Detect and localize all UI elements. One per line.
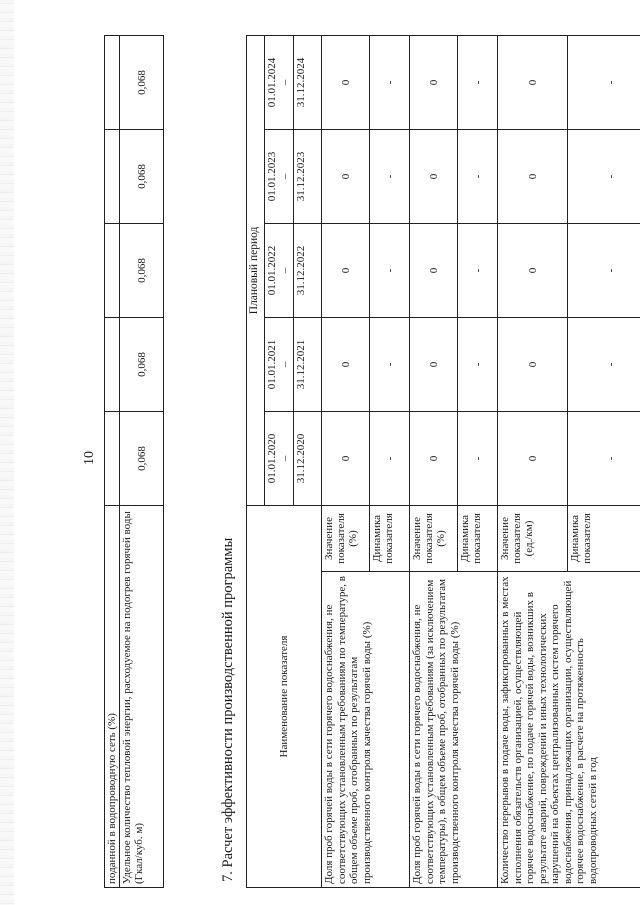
cell-value: 0 bbox=[322, 223, 370, 317]
cell-value: 0 bbox=[410, 223, 458, 317]
period-to: 31.12.2022 bbox=[294, 223, 322, 317]
cell-value: 0 bbox=[498, 223, 568, 317]
cell-dynamics: - bbox=[370, 35, 410, 129]
cell-value: 0,068 bbox=[120, 36, 164, 130]
cell-dynamics: - bbox=[370, 317, 410, 411]
indicator-name: Доля проб горячей воды в сети горячего водоснабжения, не соответствующих установленным требованиям (за исключением температуры), в общем объеме проб, отобранных по результатам производственного контроля качества горячей воды (%) bbox=[410, 572, 498, 888]
value-label: Значение показателя (ед./км) bbox=[498, 505, 568, 571]
cell-dynamics: - bbox=[458, 129, 498, 223]
row-label: Удельное количество тепловой энергии, расходуемое на подогрев горячей воды (Гкал/куб. м) bbox=[120, 506, 164, 888]
cell-value: 0 bbox=[498, 129, 568, 223]
cell-value: 0 bbox=[322, 35, 370, 129]
indicator-name: Доля проб горячей воды в сети горячего водоснабжения, не соответствующих установленным требованиям по температуре, в общем объеме проб, отобранных по результатам производственного контроля качества горячей воды (%) bbox=[322, 572, 410, 888]
cell-dynamics: - bbox=[458, 317, 498, 411]
cell-dynamics: - bbox=[568, 317, 640, 411]
period-from: 01.01.2020 – bbox=[265, 411, 294, 505]
section-title: 7. Расчет эффективности производственной программы bbox=[220, 537, 236, 882]
period-from: 01.01.2021 – bbox=[265, 317, 294, 411]
cell-value: 0 bbox=[498, 317, 568, 411]
cell-value: 0 bbox=[410, 35, 458, 129]
cell bbox=[105, 318, 120, 412]
cell-value: 0,068 bbox=[120, 130, 164, 224]
indicator-name: Количество перерывов в подаче воды, зафиксированных в местах исполнения обязательств организацией, осуществляющей горячее водоснабжение, по подаче горячей воды, возникших в результате аварий, повреждений и иных технологических нарушений на объектах централизованных систем горячего водоснабжения, принадлежащих организации, осуществляющей горячее водоснабжение, в расчете на протяженность водопроводных сетей в год bbox=[498, 572, 640, 888]
table-row bbox=[498, 35, 568, 887]
table-row bbox=[105, 36, 120, 888]
dynamics-label: Динамика показателя bbox=[458, 505, 498, 571]
period-from: 01.01.2024 – bbox=[265, 35, 294, 129]
cell-value: 0,068 bbox=[120, 412, 164, 506]
period-to: 31.12.2024 bbox=[294, 35, 322, 129]
cell-value: 0 bbox=[410, 129, 458, 223]
cell-dynamics: - bbox=[370, 411, 410, 505]
efficiency-table bbox=[246, 35, 640, 888]
cell-value: 0 bbox=[498, 35, 568, 129]
dynamics-label: Динамика показателя bbox=[370, 505, 410, 571]
value-label: Значение показателя (%) bbox=[322, 505, 370, 571]
value-label: Значение показателя (%) bbox=[410, 505, 458, 571]
period-from: 01.01.2022 – bbox=[265, 223, 294, 317]
table-row bbox=[410, 35, 458, 887]
cell bbox=[105, 412, 120, 506]
table-row bbox=[120, 36, 164, 888]
cell-dynamics: - bbox=[458, 223, 498, 317]
row-label: поданной в водопроводную сеть (%) bbox=[105, 506, 120, 888]
scan-edge bbox=[0, 0, 14, 905]
cell-value: 0 bbox=[410, 411, 458, 505]
cell-value: 0 bbox=[410, 317, 458, 411]
cell-dynamics: - bbox=[458, 411, 498, 505]
cell-dynamics: - bbox=[458, 35, 498, 129]
period-to: 31.12.2023 bbox=[294, 129, 322, 223]
cell-dynamics: - bbox=[370, 129, 410, 223]
cell-dynamics: - bbox=[370, 223, 410, 317]
header-name: Наименование показателя bbox=[247, 505, 322, 887]
cell bbox=[105, 130, 120, 224]
table-row bbox=[322, 35, 370, 887]
cell-value: 0 bbox=[322, 129, 370, 223]
period-to: 31.12.2021 bbox=[294, 317, 322, 411]
period-to: 31.12.2020 bbox=[294, 411, 322, 505]
cell-value: 0 bbox=[322, 411, 370, 505]
top-table bbox=[104, 35, 164, 888]
cell-dynamics: - bbox=[568, 411, 640, 505]
dynamics-label: Динамика показателя bbox=[568, 505, 640, 571]
cell-value: 0 bbox=[498, 411, 568, 505]
cell-dynamics: - bbox=[568, 35, 640, 129]
cell bbox=[105, 224, 120, 318]
rotated-page bbox=[78, 28, 617, 888]
cell-dynamics: - bbox=[568, 223, 640, 317]
cell bbox=[105, 36, 120, 130]
table-header-row bbox=[247, 35, 265, 887]
cell-value: 0,068 bbox=[120, 318, 164, 412]
cell-dynamics: - bbox=[568, 129, 640, 223]
cell-value: 0 bbox=[322, 317, 370, 411]
header-plan: Плановый период bbox=[247, 35, 265, 505]
period-from: 01.01.2023 – bbox=[265, 129, 294, 223]
cell-value: 0,068 bbox=[120, 224, 164, 318]
page-number: 10 bbox=[82, 451, 97, 465]
